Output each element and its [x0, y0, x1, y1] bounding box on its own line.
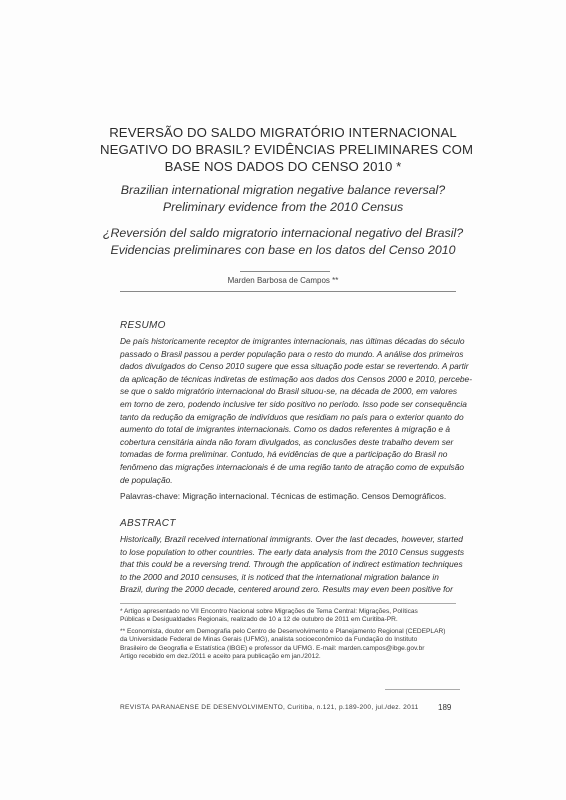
english-title: [80, 182, 486, 216]
spanish-title-line: ¿Reversión del saldo migratorio internacional negativo del Brasil?: [102, 226, 464, 240]
resumo-body: [120, 335, 472, 486]
title-line: BASE NOS DADOS DO CENSO 2010 *: [164, 159, 402, 174]
title-line: NEGATIVO DO BRASIL? EVIDÊNCIAS PRELIMINARES COM: [100, 142, 474, 157]
spanish-title: [80, 225, 486, 259]
footnote-divider: [120, 603, 456, 604]
resumo-line: tanto da redução da emigração de indivíduos que residiam no país para o exterior quanto do: [120, 411, 464, 422]
footnote-line: Públicas e Desigualdades Regionais, realizado de 10 a 12 de outubro de 2011 em Curitiba-PR.: [120, 616, 398, 624]
abstract-line: that this could be a reversing trend. Through the application of indirect estimation techniques: [120, 559, 463, 570]
page-number: 189: [438, 703, 452, 712]
resumo-line: se que o saldo migratório internacional do Brasil situou-se, na década de 2000, em valores: [120, 386, 458, 397]
resumo-line: dados divulgados do Censo 2010 sugere que essa situação pode estar se revertendo. A partir: [120, 361, 469, 372]
footnote-line: ** Economista, doutor em Demografia pelo Centro de Desenvolvimento e Planejamento Regional (CEDEPLAR): [120, 627, 446, 635]
resumo-line: De país historicamente receptor de imigrantes internacionais, nas últimas décadas do século: [120, 336, 465, 346]
abstract-line: to lose population to other countries. The early data analysis from the 2010 Census suggests: [120, 546, 465, 557]
abstract-body: [120, 533, 465, 596]
footnotes: [120, 608, 450, 661]
english-title-line: Brazilian international migration negative balance reversal?: [120, 183, 446, 197]
footnote-line: Brasileiro de Geografia e Estatística (IBGE) e professor da UFMG. E-mail: marden.campos@ibge.gov.br: [120, 644, 425, 652]
resumo-line: fenômeno das migrações internacionais é de uma região tanto de atração como de expulsão: [120, 461, 465, 472]
abstract-heading: ABSTRACT: [120, 518, 176, 529]
resumo-line: aumento do total de imigrantes internacionais. Como os dados referentes à migração e à: [120, 424, 451, 435]
abstract-line: Brazil, during the 2000 decade, centered around zero. Results may even been positive for: [120, 584, 453, 595]
article-title: [100, 124, 474, 175]
footer-divider: [385, 689, 460, 690]
resumo-heading: RESUMO: [120, 320, 166, 331]
abstract-line: to the 2000 and 2010 censuses, it is noticed that the international migration balance in: [120, 571, 439, 582]
keywords-line: Palavras-chave: Migração internacional. Técnicas de estimação. Censos Demográficos.: [120, 491, 447, 501]
resumo-line: passado o Brasil passou a perder população para o resto do mundo. A análise dos primeiros: [120, 348, 464, 359]
header-divider: [120, 291, 456, 292]
resumo-line: da aplicação de técnicas indiretas de estimação aos dados dos Censos 2000 e 2010, percebe-: [120, 373, 472, 384]
footnote-line: Artigo recebido em dez./2011 e aceito para publicação em jan./2012.: [120, 653, 321, 661]
author-divider: [240, 271, 330, 272]
english-title-line: Preliminary evidence from the 2010 Census: [162, 200, 404, 214]
resumo-line: em torno de zero, podendo inclusive ter sido positivo no período. Isso pode ser consequência: [120, 398, 467, 409]
journal-footer: REVISTA PARANAENSE DE DESENVOLVIMENTO, Curitiba, n.121, p.189-200, jul./dez. 2011: [120, 704, 419, 711]
resumo-line: de população.: [120, 474, 173, 485]
footnote-line: da Universidade Federal de Minas Gerais (UFMG), analista socioeconômico da Fundação do Instituto: [120, 636, 418, 644]
footnote-line: * Artigo apresentado no VII Encontro Nacional sobre Migrações de Tema Central: Migrações, Políticas: [120, 608, 418, 615]
author-name: Marden Barbosa de Campos **: [227, 276, 339, 285]
resumo-line: tomadas de forma preliminar. Contudo, há evidências de que a participação do Brasil no: [120, 449, 448, 460]
title-line: REVERSÃO DO SALDO MIGRATÓRIO INTERNACIONAL: [109, 125, 457, 140]
spanish-title-line: Evidencias preliminares con base en los datos del Censo 2010: [110, 243, 456, 257]
resumo-line: cobertura censitária ainda não foram divulgados, as conclusões deste trabalho devem ser: [120, 436, 454, 447]
abstract-line: Historically, Brazil received international immigrants. Over the last decades, however, started: [120, 534, 463, 544]
